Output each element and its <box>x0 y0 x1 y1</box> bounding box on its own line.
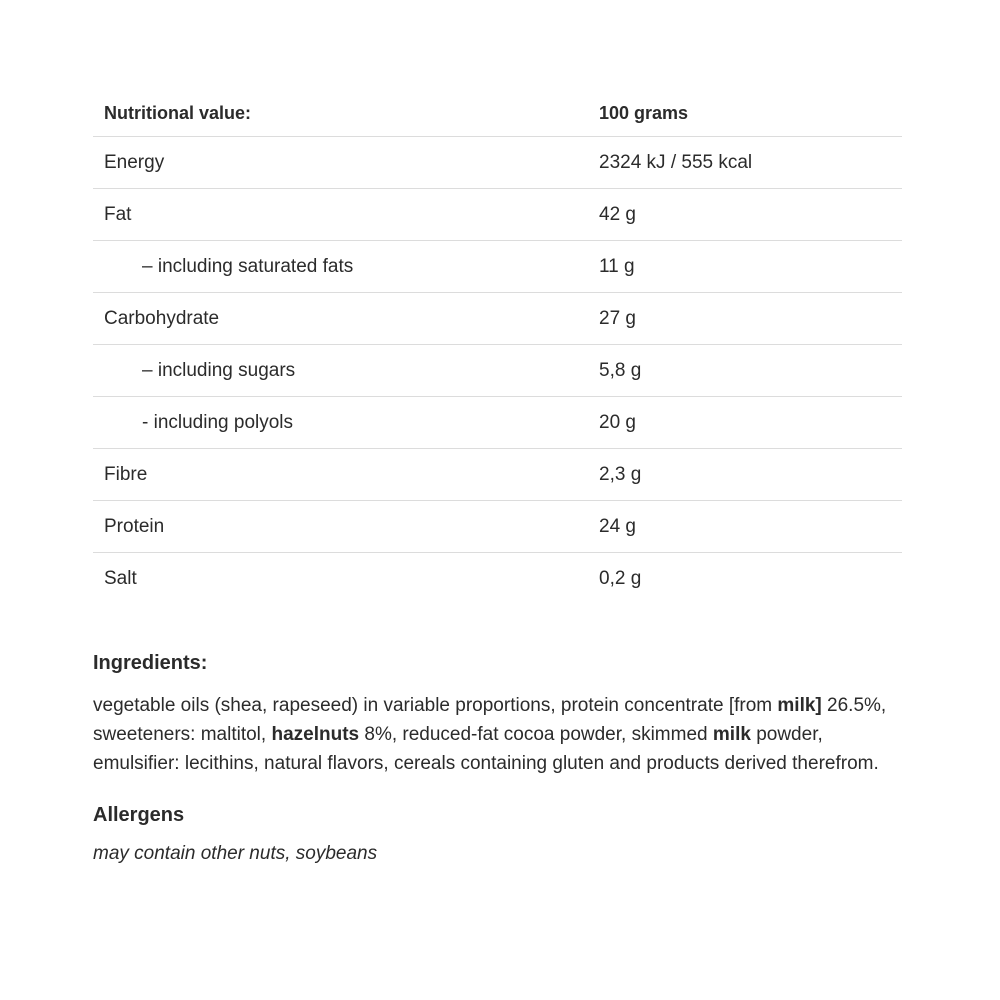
row-name: - including polyols <box>93 397 588 449</box>
table-row <box>93 397 902 449</box>
row-amount: 42 g <box>588 189 902 241</box>
table-row <box>93 189 902 241</box>
ingredients-text-part: 26.5%, sweeteners: maltitol, <box>93 695 887 745</box>
table-row <box>93 241 902 293</box>
allergen-highlight: hazelnuts <box>271 724 360 745</box>
allergens-heading: Allergens <box>93 804 185 826</box>
row-amount: 2324 kJ / 555 kcal <box>588 137 902 189</box>
row-name: – including saturated fats <box>93 241 588 293</box>
row-amount: 24 g <box>588 501 902 553</box>
ingredients-text-part: 8%, reduced-fat cocoa powder, skimmed <box>359 724 713 745</box>
row-amount: 0,2 g <box>599 567 642 589</box>
row-name: Fat <box>93 189 588 241</box>
row-amount: 5,8 g <box>588 345 902 397</box>
table-row <box>93 345 902 397</box>
row-name: Protein <box>93 501 588 553</box>
table-header-row <box>93 90 902 137</box>
row-amount: 11 g <box>588 241 902 293</box>
row-name: Fibre <box>93 449 588 501</box>
row-name: – including sugars <box>93 345 588 397</box>
header-nutritional-value: Nutritional value: <box>93 90 588 137</box>
ingredients-text-part: powder, emulsifier: lecithins, natural flavors, cereals containing gluten and products derived therefrom. <box>93 724 879 774</box>
allergens-text: may contain other nuts, soybeans <box>93 843 378 864</box>
table-row <box>93 449 902 501</box>
ingredients-text-part: vegetable oils (shea, rapeseed) in variable proportions, protein concentrate [from <box>93 695 778 716</box>
row-amount: 2,3 g <box>588 449 902 501</box>
table-row <box>93 501 902 553</box>
table-row <box>93 137 902 189</box>
allergen-highlight: milk <box>712 724 751 745</box>
nutrition-content <box>93 90 902 865</box>
row-name: Carbohydrate <box>93 293 588 345</box>
table-row <box>93 553 902 605</box>
row-amount: 20 g <box>588 397 902 449</box>
row-name: Energy <box>93 137 588 189</box>
header-amount: 100 grams <box>588 90 902 137</box>
row-amount: 27 g <box>588 293 902 345</box>
ingredients-text <box>93 691 902 778</box>
allergen-highlight: milk] <box>777 695 822 716</box>
ingredients-heading: Ingredients: <box>93 652 208 674</box>
nutrition-table <box>93 90 902 604</box>
row-name: Salt <box>104 567 137 589</box>
table-row <box>93 293 902 345</box>
